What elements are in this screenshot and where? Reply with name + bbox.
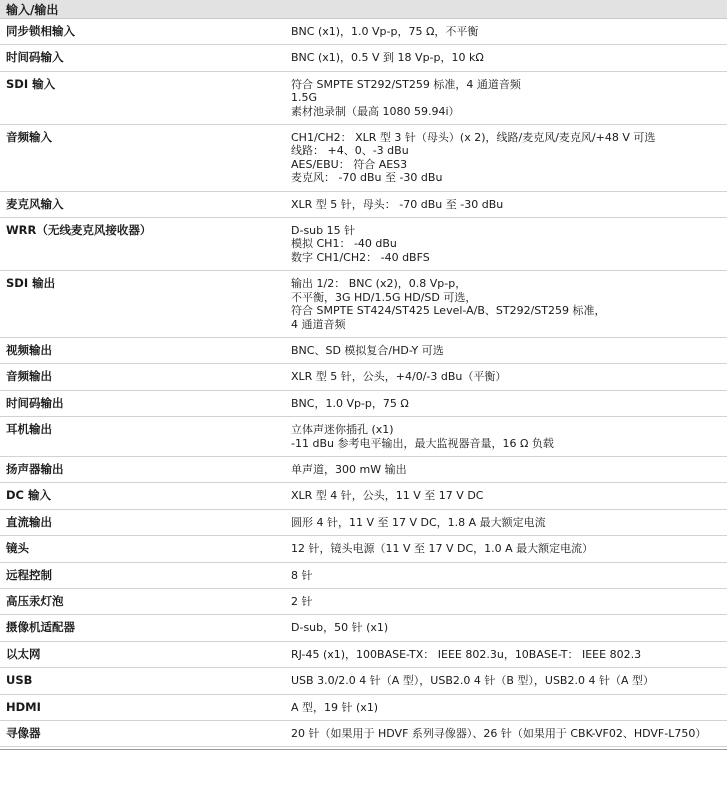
- spec-value-line: 立体声迷你插孔 (x1): [291, 423, 394, 437]
- bottom-divider: [0, 749, 727, 753]
- spec-row: [0, 562, 727, 588]
- spec-label: WRR（无线麦克风接收器）: [0, 218, 285, 271]
- spec-value-line: A 型，19 针 (x1): [291, 700, 379, 714]
- spec-label: 扬声器输出: [0, 456, 285, 482]
- spec-row: [0, 456, 727, 482]
- spec-value-line: 不平衡，3G HD/1.5G HD/SD 可选，: [291, 290, 477, 304]
- spec-row: [0, 71, 727, 124]
- spec-value: [285, 509, 727, 535]
- spec-value-line: 模拟 CH1： -40 dBu: [291, 237, 397, 251]
- spec-value: [285, 456, 727, 482]
- spec-value-line: D-sub，50 针 (x1): [291, 621, 389, 635]
- spec-row: [0, 45, 727, 71]
- spec-value: [285, 615, 727, 641]
- spec-row: [0, 483, 727, 509]
- spec-value-line: 12 针，镜头电源（11 V 至 17 V DC，1.0 A 最大额定电流）: [291, 542, 594, 556]
- spec-row: [0, 218, 727, 271]
- spec-label: 时间码输出: [0, 390, 285, 416]
- spec-value: [285, 483, 727, 509]
- spec-value-line: 符合 SMPTE ST424/ST425 Level-A/B、ST292/ST259 标准，: [291, 304, 606, 318]
- spec-value-line: 单声道，300 mW 输出: [291, 462, 407, 476]
- spec-value: [285, 668, 727, 694]
- spec-row: [0, 668, 727, 694]
- spec-row: [0, 19, 727, 45]
- spec-label: USB: [0, 668, 285, 694]
- spec-label: 远程控制: [0, 562, 285, 588]
- spec-value: [285, 271, 727, 338]
- spec-value-line: 麦克风： -70 dBu 至 -30 dBu: [291, 171, 443, 185]
- spec-value-line: 线路： +4、0、-3 dBu: [291, 144, 409, 158]
- spec-value-line: XLR 型 5 针，母头： -70 dBu 至 -30 dBu: [291, 197, 504, 211]
- spec-value: [285, 71, 727, 124]
- section-header-row: [0, 0, 727, 19]
- spec-value: [285, 390, 727, 416]
- spec-row: [0, 417, 727, 457]
- spec-value: [285, 536, 727, 562]
- spec-row: [0, 509, 727, 535]
- spec-row: [0, 536, 727, 562]
- spec-value: [285, 562, 727, 588]
- spec-value-line: RJ-45 (x1)，100BASE-TX： IEEE 802.3u，10BASE-T： IEEE 802.3: [291, 647, 642, 661]
- spec-value: [285, 364, 727, 390]
- spec-value-line: BNC (x1)，0.5 V 到 18 Vp-p，10 kΩ: [291, 51, 484, 65]
- spec-value-line: 8 针: [291, 568, 313, 582]
- spec-label: 镜头: [0, 536, 285, 562]
- spec-value-line: BNC、SD 模拟复合/HD-Y 可选: [291, 343, 444, 357]
- spec-label: 摄像机适配器: [0, 615, 285, 641]
- spec-value-line: BNC，1.0 Vp-p，75 Ω: [291, 396, 409, 410]
- spec-label: 时间码输入: [0, 45, 285, 71]
- spec-label: SDI 输出: [0, 271, 285, 338]
- spec-value: [285, 45, 727, 71]
- spec-label: 以太网: [0, 641, 285, 667]
- spec-value: [285, 721, 727, 747]
- spec-value-line: 20 针（如果用于 HDVF 系列寻像器）、26 针（如果用于 CBK-VF02、HDVF-L750）: [291, 727, 707, 740]
- spec-label: 音频输出: [0, 364, 285, 390]
- spec-value-line: 数字 CH1/CH2： -40 dBFS: [291, 250, 430, 264]
- spec-label: 高压汞灯泡: [0, 588, 285, 614]
- spec-value-line: 1.5G: [291, 91, 318, 105]
- spec-value: [285, 588, 727, 614]
- spec-value: [285, 337, 727, 363]
- spec-row: [0, 588, 727, 614]
- spec-row: [0, 125, 727, 192]
- spec-value-line: XLR 型 4 针，公头，11 V 至 17 V DC: [291, 489, 484, 503]
- spec-value-line: D-sub 15 针: [291, 224, 356, 238]
- spec-row: [0, 337, 727, 363]
- spec-value: [285, 694, 727, 720]
- spec-label: 同步锁相输入: [0, 19, 285, 45]
- spec-row: [0, 364, 727, 390]
- spec-value: [285, 641, 727, 667]
- spec-value-line: 素材池录制（最高 1080 59.94i）: [291, 104, 460, 118]
- spec-label: DC 输入: [0, 483, 285, 509]
- spec-label: 麦克风输入: [0, 191, 285, 217]
- spec-label: 直流输出: [0, 509, 285, 535]
- spec-row: [0, 390, 727, 416]
- spec-label: HDMI: [0, 694, 285, 720]
- spec-value: [285, 19, 727, 45]
- spec-row: [0, 641, 727, 667]
- spec-value-line: CH1/CH2： XLR 型 3 针（母头）(x 2)，线路/麦克风/麦克风/+48 V 可选: [291, 131, 656, 145]
- spec-value-line: XLR 型 5 针，公头，+4/0/-3 dBu（平衡）: [291, 370, 507, 384]
- spec-value: [285, 218, 727, 271]
- spec-value-line: BNC (x1)，1.0 Vp-p，75 Ω，不平衡: [291, 25, 479, 38]
- spec-value: [285, 417, 727, 457]
- spec-value-line: USB 3.0/2.0 4 针（A 型），USB2.0 4 针（B 型），USB2.0 4 针（A 型）: [291, 674, 654, 688]
- spec-row: [0, 694, 727, 720]
- section-title: 输入/输出: [0, 0, 727, 19]
- spec-value-line: AES/EBU： 符合 AES3: [291, 157, 408, 171]
- spec-label: 耳机输出: [0, 417, 285, 457]
- spec-value: [285, 125, 727, 192]
- spec-row: [0, 191, 727, 217]
- spec-value-line: 4 通道音频: [291, 317, 346, 331]
- spec-label: 视频输出: [0, 337, 285, 363]
- spec-value-line: 输出 1/2： BNC (x2)，0.8 Vp-p，: [291, 277, 467, 291]
- spec-label: 寻像器: [0, 721, 285, 747]
- spec-value: [285, 191, 727, 217]
- spec-label: SDI 输入: [0, 71, 285, 124]
- spec-row: [0, 721, 727, 747]
- spec-row: [0, 615, 727, 641]
- spec-label: 音频输入: [0, 125, 285, 192]
- spec-value-line: 2 针: [291, 594, 313, 608]
- spec-value-line: -11 dBu 参考电平输出，最大监视器音量，16 Ω 负载: [291, 436, 554, 450]
- spec-value-line: 圆形 4 针，11 V 至 17 V DC，1.8 A 最大额定电流: [291, 515, 546, 529]
- spec-value-line: 符合 SMPTE ST292/ST259 标准，4 通道音频: [291, 77, 521, 91]
- spec-row: [0, 271, 727, 338]
